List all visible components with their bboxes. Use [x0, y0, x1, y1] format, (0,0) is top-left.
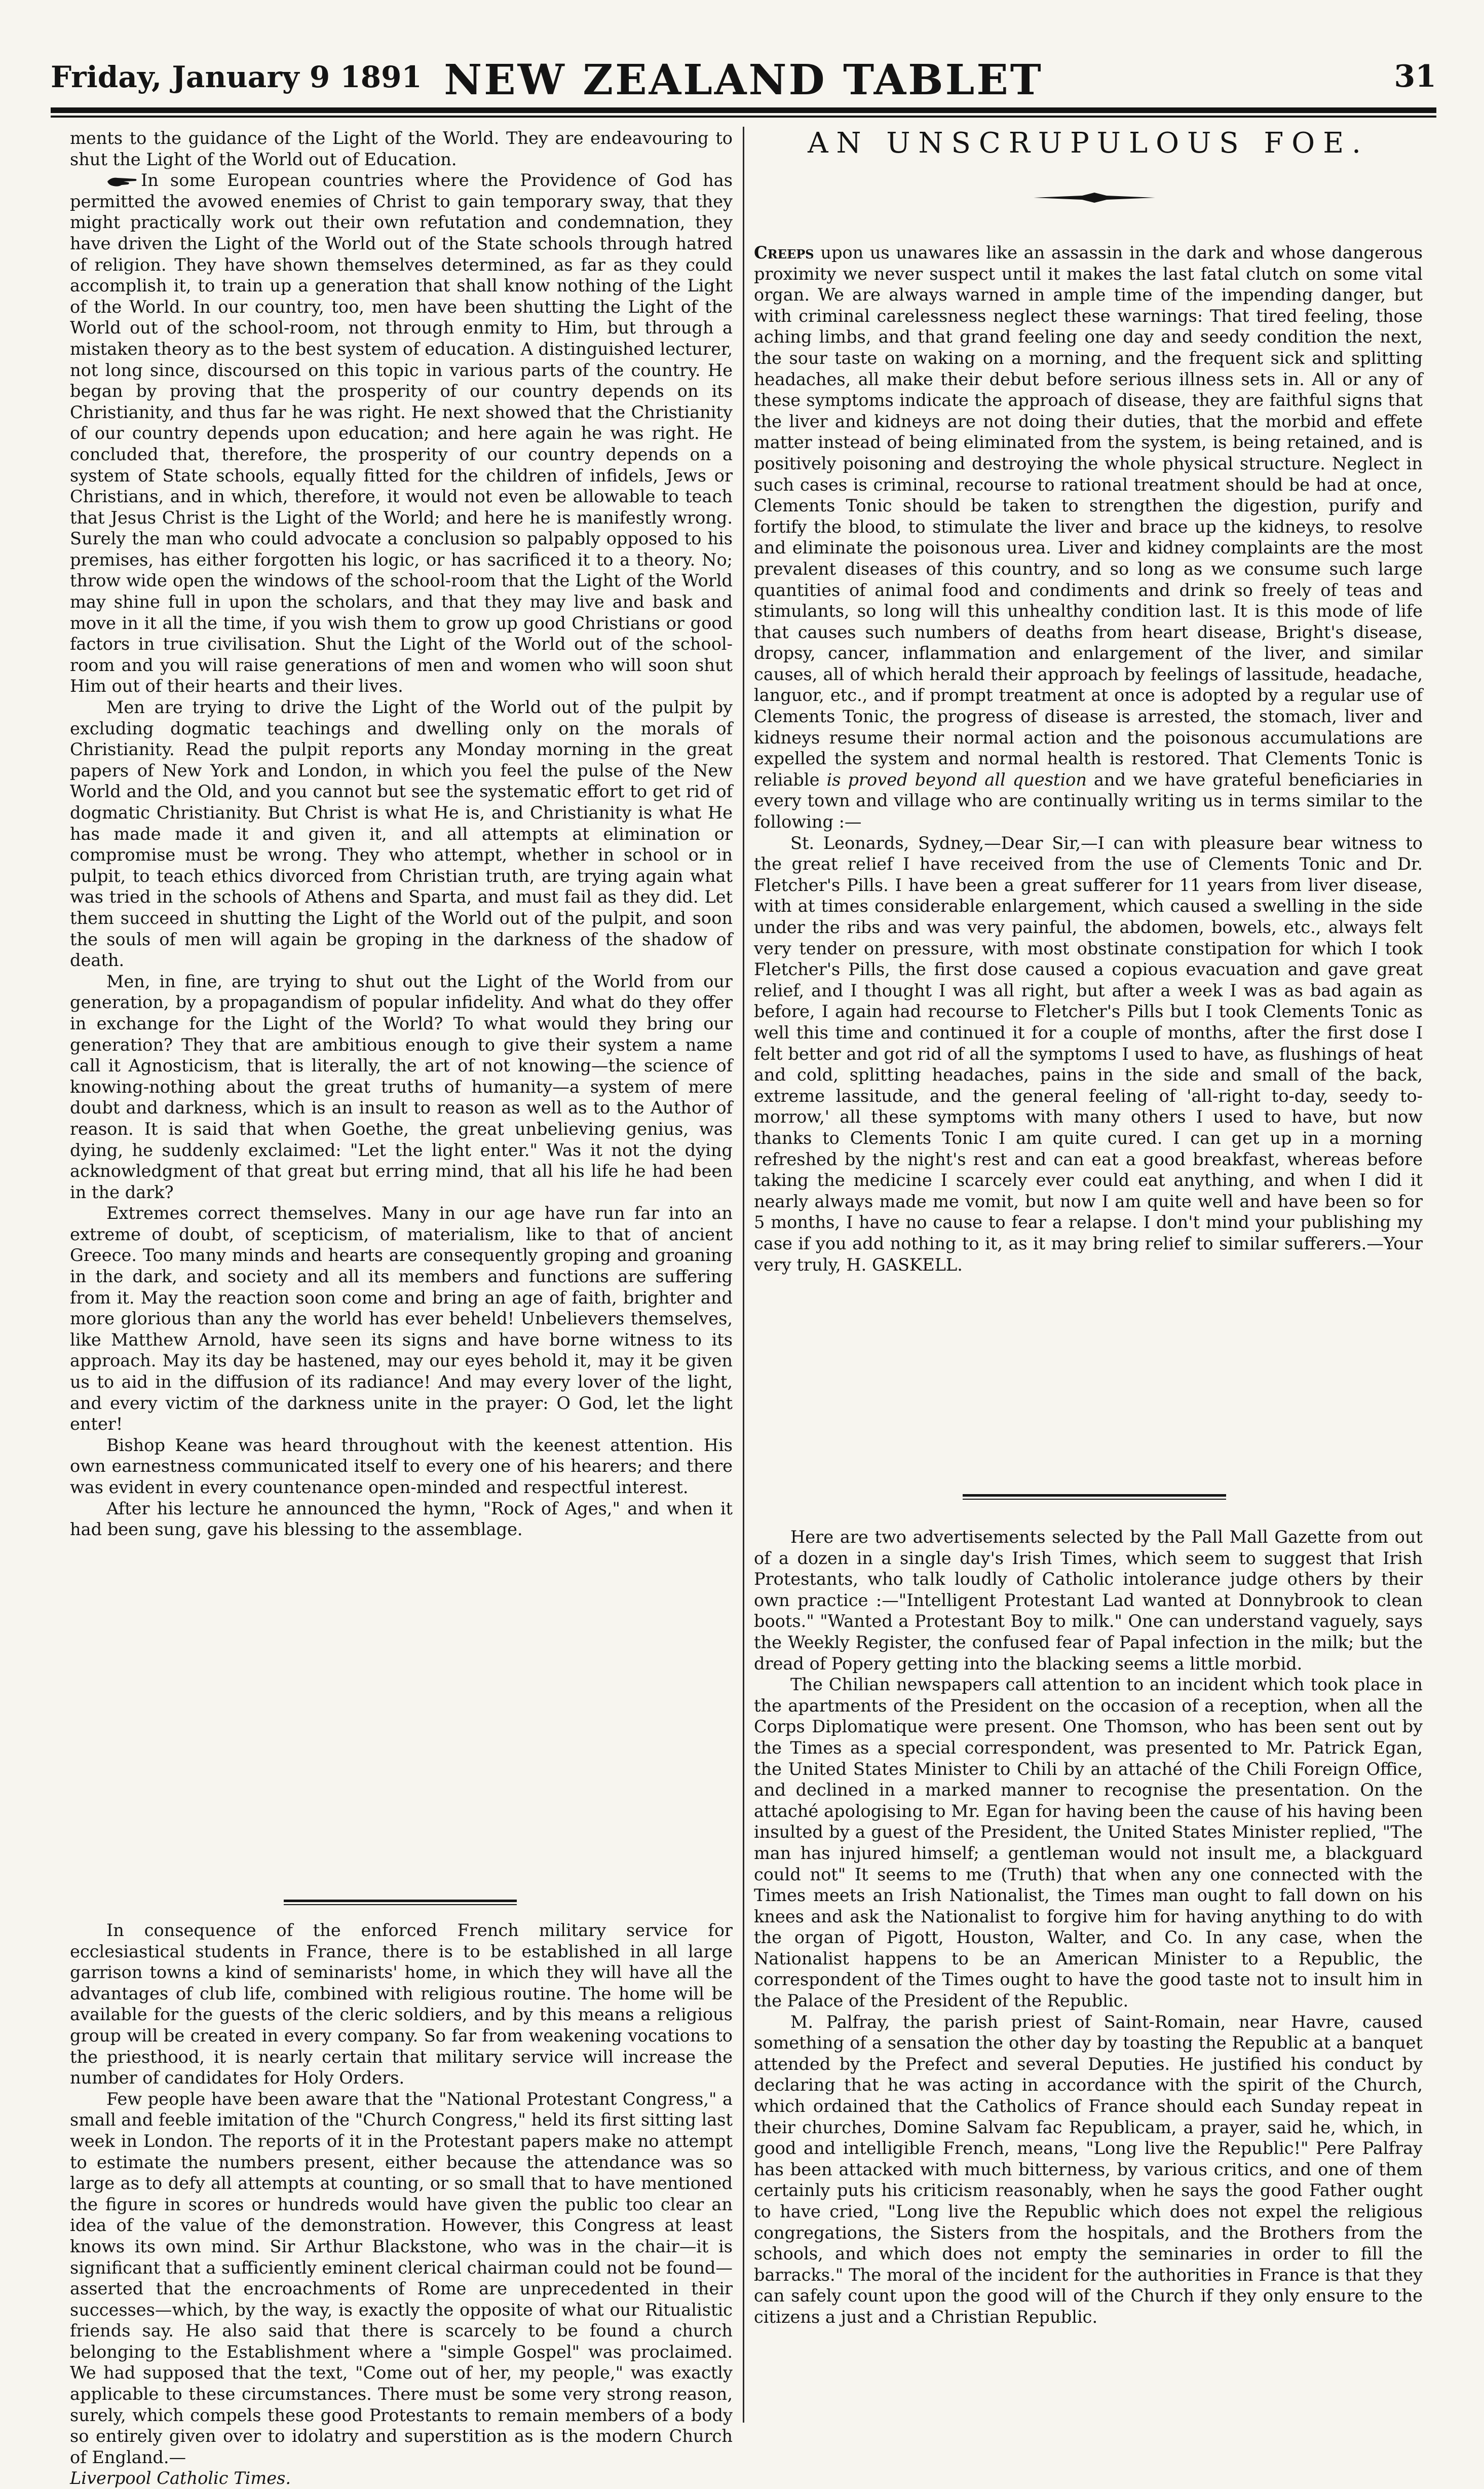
ornament-icon	[1034, 182, 1155, 213]
pointing-hand-icon	[106, 175, 138, 188]
testimonial-letter: St. Leonards, Sydney,—Dear Sir,—I can with pleasure bear witness to the great relief I have received from the use of Clements Tonic and Dr. Fletcher's Pills. I have been a great sufferer for 11 years from liver disease, with at times considerable enlargement, which caused a swelling in the side under the ribs and was very painful, the abdomen, bowels, etc., always felt very tender on pressure, with most obstinate constipation for which I took Fletcher's Pills, the first dose caused a copious evacuation and gave great relief, and I thought I was all right, but after a week I was as bad again as before, I again had recourse to Fletcher's Pills but I took Clements Tonic as well this time and continued it for a couple of months, after the first dose I felt better and got rid of all the symptoms I used to have, as flushings of heat and cold, splitting headaches, pains in the side and small of the back, extreme lassitude, and the general feeling of 'all-right to-day, seedy to-morrow,' all these symptoms with many others I used to have, but now thanks to Clements Tonic I am quite cured. I can get up in a morning refreshed by the night's rest and can eat a good breakfast, whereas before taking the medicine I scarcely ever could eat anything, and when I did it nearly always made me vomit, but now I am quite well and have been so for 5 months, I have no cause to fear a relapse. I don't mind your publishing my case if you add nothing to it, as it may bring relief to similar sufferers.—Your very truly, H. GASKELL.	[754, 833, 1423, 1275]
section-divider-thin	[284, 1904, 517, 1905]
paragraph: M. Palfray, the parish priest of Saint-Romain, near Havre, caused something of a sensation the other day by toasting the Republic at a banquet attended by the Prefect and several Deputies. He justified his conduct by declaring that he was acting in accordance with the spirit of the Church, which ordained that the Catholics of France should each Sunday repeat in their churches, Domine Salvam fac Republicam, a prayer, said he, which, in good and intelligible French, means, "Long live the Republic!" Pere Palfray has been attacked with much bitterness, by various critics, and one of them certainly puts his criticism reasonably, when he says the good Father ought to have cried, "Long live the Republic which does not expel the religious congregations, the Sisters from the hospitals, and the Brothers from the schools, and which does not empty the seminaries in order to fill the barracks." The moral of the incident for the authorities in France is that they can safely count upon the good will of the Church if they only ensure to the citizens a just and a Christian Republic.	[754, 2012, 1423, 2327]
paragraph: Few people have been aware that the "National Protestant Congress," a small and feeble imitation of the "Church Congress," held its first sitting last week in London. The reports of it in the Protestant papers make no attempt to estimate the numbers present, either because the attendance was so large as to defy all attempts at counting, or so small that to have mentioned the figure in scores or hundreds would have given the public too clear an idea of the value of the demonstration. However, this Congress at least knows its own mind. Sir Arthur Blackstone, who was in the chair—it is significant that a sufficiently eminent clerical chairman could not be found—asserted that the encroachments of Rome are unprecedented in their successes—which, by the way, is exactly the opposite of what our Ritualistic friends say. He also said that there is scarcely to be found a church belonging to the Establishment where a "simple Gospel" was proclaimed. We had supposed that the text, "Come out of her, my people," was exactly applicable to these circumstances. There must be some very strong reason, surely, which compels these good Protestants to remain members of a body so entirely given over to idolatry and superstition as is the modern Church of England.—	[70, 2089, 733, 2467]
paragraph: Men, in fine, are trying to shut out the Light of the World from our generation, by a propagandism of popular infidelity. And what do they offer in exchange for the Light of the World? To what would they bring our generation? They that are ambitious enough to give their system a name call it Agnosticism, that is literally, the art of not knowing—the science of knowing-nothing about the great truths of humanity—a system of mere doubt and darkness, which is an insult to reason as well as to the Author of reason. It is said that when Goethe, the great unbelieving genius, was dying, he suddenly exclaimed: "Let the light enter." Was it not the dying acknowledgment of that great but erring mind, that all his life he had been in the dark?	[70, 971, 733, 1202]
citation: Liverpool Catholic Times.	[70, 2468, 291, 2488]
paragraph: Extremes correct themselves. Many in our age have run far into an extreme of doubt, of scepticism, of materialism, like to that of ancient Greece. Too many minds and hearts are consequently groping and groaning in the dark, and society and all its members and functions are suffering from it. May the reaction soon come and bring an age of faith, brighter and more glorious than any the world has ever beheld! Unbelievers themselves, like Matthew Arnold, have seen its signs and have borne witness to its approach. May its day be hastened, may our eyes behold it, may it be given us to aid in the diffusion of its radiance! And may every lover of the light, and every victim of the darkness unite in the prayer: O God, let the light enter!	[70, 1203, 733, 1434]
paragraph: The Chilian newspapers call attention to an incident which took place in the apartments of the President on the occasion of a reception, when all the Corps Diplomatique were present. One Thomson, who has been sent out by the Times as a special correspondent, was presented to Mr. Patrick Egan, the United States Minister to Chili by an attaché of the Chili Foreign Office, and declined in a marked manner to recognise the presentation. On the attaché apologising to Mr. Egan for having been the cause of his having been insulted by a guest of the President, the United States Minister replied, "The man has injured himself; a gentleman would not insult me, a blackguard could not" It seems to me (Truth) that when any one connected with the Times meets an Irish Nationalist, the Times man ought to fall down on his knees and ask the Nationalist to forgive him for having anything to do with the organ of Pigott, Houston, Walter, and Co. In any case, when the Nationalist happens to be an American Minister to a Republic, the correspondent of the Times ought to have the good taste not to insult him in the Palace of the President of the Republic.	[754, 1675, 1423, 2011]
section-divider	[963, 1494, 1226, 1497]
header-rule-thin	[51, 116, 1436, 118]
article-lead-word: Creeps	[754, 242, 814, 263]
letter-signature: H. GASKELL.	[846, 1254, 963, 1275]
paragraph: Men are trying to drive the Light of the World out of the pulpit by excluding dogmatic teachings and dwelling only on the morals of Christianity. Read the pulpit reports any Monday morning in the great papers of New York and London, in which you feel the pulse of the New World and the Old, and you cannot but see the systematic effort to get rid of dogmatic Christianity. But Christ is what He is, and Christianity is what He has made made it and given it, and all attempts at elimination or compromise must be wrong. They who attempt, whether in school or in pulpit, to teach ethics divorced from Christian truth, are trying again what was tried in the schools of Athens and Sparta, and must fail as they did. Let them succeed in shutting the Light of the World out of the pulpit, and soon the souls of men will again be groping in the darkness of the shadow of death.	[70, 697, 733, 971]
masthead	[51, 56, 1436, 106]
paragraph: ments to the guidance of the Light of the World. They are endeavouring to shut the Light of the World out of Education.	[70, 128, 733, 169]
right-column-upper	[754, 242, 1423, 1275]
left-column-upper	[70, 128, 733, 1540]
issue-date: Friday, January 9 1891	[51, 60, 422, 94]
left-column-lower	[70, 1920, 733, 2489]
paragraph: Bishop Keane was heard throughout with the keenest attention. His own earnestness communicated itself to every one of his hearers; and there was evident in every countenance open-minded and respectful interest.	[70, 1435, 733, 1497]
paragraph: Here are two advertisements selected by the Pall Mall Gazette from out of a dozen in a single day's Irish Times, which seem to suggest that Irish Protestants, who talk loudly of Catholic intolerance judge others by their own practice :—"Intelligent Protestant Lad wanted at Donnybrook to clean boots." "Wanted a Protestant Boy to milk." One can understand vaguely, says the Weekly Register, the confused fear of Papal infection in the milk; but the dread of Popery getting into the blacking seems a little morbid.	[754, 1527, 1423, 1674]
header-rule-thick	[51, 107, 1436, 113]
page-number: 31	[1394, 59, 1436, 94]
section-divider	[284, 1900, 517, 1902]
column-divider	[743, 127, 744, 2423]
paragraph: In some European countries where the Providence of God has permitted the avowed enemies of Christ to gain temporary sway, that they might practically work out their own refutation and condemnation, they have driven the Light of the World out of the State schools through hatred of religion. They have shown themselves determined, as far as they could accomplish it, to train up a generation that shall know nothing of the Light of the World. In our country, too, men have been shutting the Light of the World out of the school-room, not through enmity to Him, but through a mistaken theory as to the best system of education. A distinguished lecturer, not long since, discoursed on this topic in various parts of the country. He began by proving that the prosperity of our country depends on its Christianity, and thus far he was right. He next showed that the Christianity of our country depends upon education; and here again he was right. He concluded that, therefore, the prosperity of our country depends on a system of State schools, equally fitted for the children of infidels, Jews or Christians, and in which, therefore, it would not even be allowable to teach that Jesus Christ is the Light of the World; and here he is manifestly wrong. Surely the man who could advocate a conclusion so palpably opposed to his premises, has either forgotten his logic, or has sacrificed it to a theory. No; throw wide open the windows of the school-room that the Light of the World may shine full in upon the scholars, and that they may live and bask and move in it all the time, if you wish them to grow up good Christians or good factors in true civilisation. Shut the Light of the World out of the school-room and you will raise generations of men and women who will soon shut Him out of their hearts and their lives.	[70, 170, 733, 696]
paragraph: In consequence of the enforced French military service for ecclesiastical students in France, there is to be established in all large garrison towns a kind of seminarists' home, in which they will have all the advantages of club life, combined with religious routine. The home will be available for the guests of the cleric soldiers, and by this means a religious group will be created in every company. So far from weakening vocations to the priesthood, it is nearly certain that military service will increase the number of candidates for Holy Orders.	[70, 1920, 733, 2088]
article-body: Creeps upon us unawares like an assassin in the dark and whose dangerous proximity we never suspect until it makes the last fatal clutch on some vital organ. We are always warned in ample time of the impending danger, but with criminal carelessness neglect these warnings: That tired feeling, those aching limbs, and that grand feeling one day and seedy condition the next, the sour taste on waking on a morning, and the frequent sick and splitting headaches, all make their debut before serious illness sets in. All or any of these symptoms indicate the approach of disease, they are faithful signs that the liver and kidneys are not doing their duties, that the morbid and effete matter instead of being eliminated from the system, is being retained, and is positively poisoning and destroying the whole physical structure. Neglect in such cases is criminal, recourse to rational treatment should be had at once, Clements Tonic should be taken to strengthen the digestion, purify and fortify the blood, to stimulate the liver and brace up the kidneys, to resolve and eliminate the poisonous urea. Liver and kidney complaints are the most prevalent diseases of this country, and so long as we consume such large quantities of animal food and condiments and drink so freely of teas and stimulants, so long will this unhealthy condition last. It is this mode of life that causes such numbers of deaths from heart disease, Bright's disease, dropsy, cancer, inflammation and enlargement of the liver, and similar causes, all of which herald their approach by feelings of lassitude, headache, languor, etc., and if prompt treatment at once is adopted by a regular use of Clements Tonic, the progress of disease is arrested, the stomach, liver and kidneys resume their normal action and the poisonous accumulations are expelled the system and normal health is restored. That Clements Tonic is reliable is proved beyond all question and we have grateful beneficiaries in every town and village who are continually writing us in terms similar to the following :—	[754, 242, 1423, 832]
right-column-lower	[754, 1527, 1423, 2328]
newspaper-title: NEW ZEALAND TABLET	[444, 56, 1043, 104]
section-divider-thin	[963, 1499, 1226, 1500]
article-title: AN UNSCRUPULOUS FOE.	[808, 127, 1369, 160]
paragraph: After his lecture he announced the hymn, "Rock of Ages," and when it had been sung, gave his blessing to the assemblage.	[70, 1498, 733, 1540]
